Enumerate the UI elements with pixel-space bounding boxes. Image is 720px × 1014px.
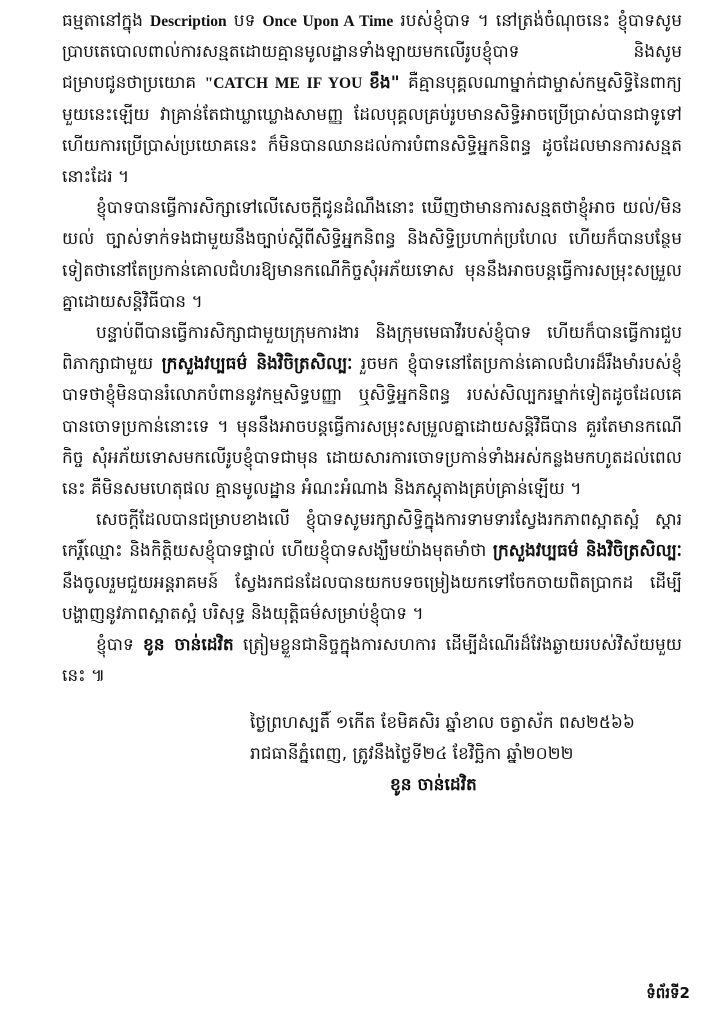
paragraph-3-segment: បន្ទាប់ពីបានធ្វើការសិក្សាជាមួយក្រុមការងារ និងក្រុមមេធាវីរបស់ខ្ញុំបាទ ហើយក៏បានធ្វើការជួបពិភាក្សាជាមួយ — [62, 323, 682, 375]
paragraph-1-segment: គឺគ្មានបុគ្គលណាម្នាក់ជាម្ចាស់កម្មសិទ្ធិនៃពាក្យមួយនេះឡើយ វាគ្រាន់តែជាឃ្លាឃ្លោងសាមញ្ញ ដែលបុគ្គលគ្រប់រូបមានសិទ្ធិអាចប្រើប្រាស់បានជាទូទៅ ហើយការប្រើប្រាស់ប្រយោគនេះ ក៏មិនបានឈានដល់ការបំពានសិទ្ធិអ្នកនិពន្ធ ដូចដែលមានការសន្មតនោះដែរ ។ — [62, 73, 682, 188]
signer-name: ខូន ចាន់ដេវិត — [390, 775, 477, 795]
paragraph-5 — [62, 630, 682, 692]
paragraph-4-segment: ក្រសួងវប្បធម៌ និងវិចិត្រសិល្បៈ — [492, 541, 682, 562]
paragraph-5-segment: ខ្ញុំបាទ — [96, 635, 144, 656]
paragraph-3 — [62, 318, 682, 505]
paragraph-2-segment: ខ្ញុំបាទបានធ្វើការសិក្សាទៅលើសេចក្ដីជូនដំណឹងនោះ ឃើញថាមានការសន្មតថាខ្ញុំអាច យល់/មិនយល់ ច្បាស់ទាក់ទងជាមួយនឹងច្បាប់ស្ដីពីសិទ្ធិអ្នកនិពន្ធ និងសិទ្ធិប្រហាក់ប្រហែល ហើយក៏បានបន្ថែមទៀតថានៅតែប្រកាន់គោលជំហរឱ្យមានកណើកិច្ចសុំអភ័យទោស មុននឹងអាចបន្តធ្វើការសម្រុះសម្រួលគ្នាដោយសន្តិវិធីបាន ។ — [62, 198, 682, 312]
paragraph-1-segment: របស់ខ្ញុំបាទ ។ នៅត្រង់ចំណុចនេះ ខ្ញុំបាទសូមប្រាបតេបោលពាល់ការសន្មតដោយគ្មានមូលដ្ឋានទាំងឡាយមកលើរូបខ្ញុំបាទ និងសូមជម្រាបជូនថាប្រយោគ — [62, 11, 682, 94]
paragraph-3-segment: រួចមក ខ្ញុំបាទនៅតែប្រកាន់គោលជំហរដ៏រឹងមាំរបស់ខ្ញុំបាទថាខ្ញុំមិនបានរំលោភបំពាននូវកម្មសិទ្ធបញ្ញា ឬសិទ្ធិអ្នកនិពន្ធ របស់សិល្បករម្នាក់ទៀតដូចដែលគេបានចោទប្រកាន់នោះទេ ។ មុននឹងអាចបន្តធ្វើការសម្រុះសម្រួលគ្នាដោយសន្តិវិធីបាន គួរតែមានកណើកិច្ច សុំអភ័យទោសមកលើរូបខ្ញុំបាទជាមុន ដោយសារការចោទប្រកាន់ទាំងអស់កន្លងមកហូតដល់ពេលនេះ គឺមិនសមហេតុផល គ្មានមូលដ្ឋាន អំណះអំណាង និងភស្ដុតាងគ្រប់គ្រាន់ឡើយ ។ — [62, 354, 682, 500]
closing-block — [250, 708, 690, 801]
lunar-date: ថ្ងៃព្រហស្បតិ៍ ១កើត ខែមិគសិរ ឆ្នាំខាល ចត្វាស័ក ពស២៥៦៦ — [250, 713, 635, 733]
paragraph-2 — [62, 193, 682, 318]
paragraph-3-segment: ក្រសួងវប្បធម៌ និងវិចិត្រសិល្បៈ — [161, 354, 353, 375]
paragraph-1-segment: ខឹង" — [369, 73, 400, 94]
paragraph-1-segment: ធម្មតានៅក្នុង — [62, 11, 151, 31]
paragraph-4-segment: សេចក្ដីដែលបានជម្រាបខាងលើ ខ្ញុំបាទសូមរក្សាសិទ្ធិក្នុងការទាមទារស្វែងរកភាពស្អាតស្អំ ស្ដារកេរ្តិ៍ឈ្មោះ និងកិត្តិយសខ្ញុំបាទផ្ទាល់ ហើយខ្ញុំបាទសង្ឃឹមយ៉ាងមុតមាំថា — [62, 510, 682, 562]
paragraph-1-segment: បទ — [226, 11, 263, 31]
paragraph-5-segment: ត្រៀមខ្លួនជានិច្ចក្នុងការសហការ ដើម្បីដំណើរដ៏វែងឆ្ងាយរបស់វិស័យមួយនេះ ៕ — [62, 635, 682, 687]
paragraph-1-segment: "CATCH ME IF YOU — [204, 75, 370, 93]
paragraph-1 — [62, 6, 682, 193]
paragraph-4 — [62, 505, 682, 630]
paragraph-5-segment: ខូន ចាន់ដេវិត — [143, 635, 234, 656]
paragraph-4-segment: នឹងចូលរួមជួយអន្តរាគមន៍ ស្វែងរកជនដែលបានយកបទចម្រៀងយកទៅចែកចាយពិតប្រាកដ ដើម្បីបង្ហាញនូវភាពស្អាតស្អំ បរិសុទ្ធ និងយុត្តិធម៌សម្រាប់ខ្ញុំបាទ ។ — [62, 572, 682, 624]
page-number: ទំព័រទី2 — [646, 984, 690, 1002]
letter-body — [62, 6, 682, 692]
paragraph-1-segment: Once Upon A Time — [262, 13, 394, 30]
paragraph-1-segment: Description — [150, 13, 227, 30]
place-and-date: រាជធានីភ្នំពេញ, ត្រូវនឹងថ្ងៃទី២៤ ខែវិច្ឆិកា ឆ្នាំ២០២២ — [250, 744, 574, 764]
